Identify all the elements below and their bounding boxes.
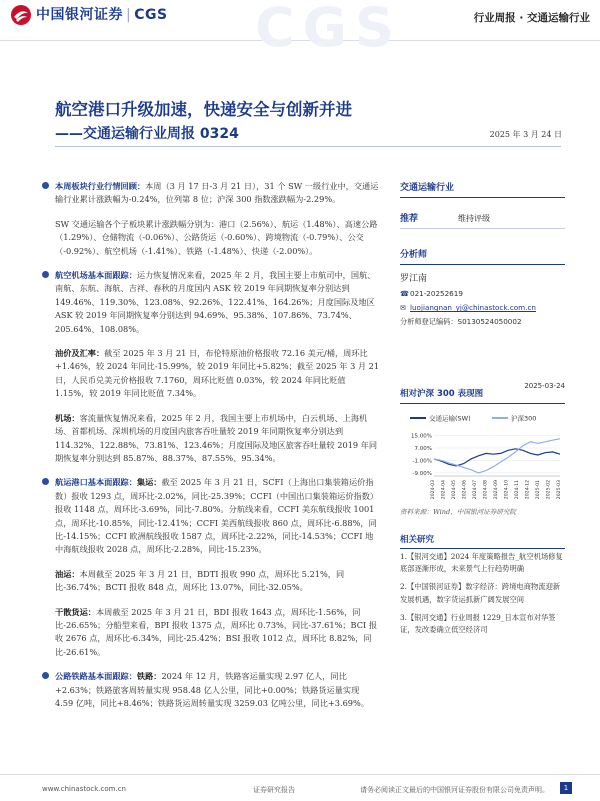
summary-oil-fx: 油价及汇率：截至 2025 年 3 月 21 日，布伦特原油价格报收 72.16 美元/桶，周环比+1.46%，较 2024 年同比-15.99%，较 2019 年同比+5.82%；截至 2025 年 3 月 21 日，人民币兑美元价格报收 7.1760，周环比贬值 0.03%，较 2024 年同比贬值 1.15%，较 2019 年同比贬值 7.34%。 bbox=[55, 348, 380, 399]
y-tick-label: 15.00% bbox=[411, 433, 432, 440]
analyst-email-link[interactable]: luojiangnan_yj@chinastock.com.cn bbox=[410, 303, 536, 312]
chart-heading-row bbox=[400, 381, 565, 404]
series-line bbox=[434, 439, 560, 473]
related-item[interactable]: 2.【中国银河证券】数字经济：跨境电商物流迎新发展机遇，数字货运抓新广阔发展空间 bbox=[400, 582, 561, 604]
footer-report-type: 证券研究报告 bbox=[253, 786, 295, 794]
x-tick-label: 2024-11 bbox=[515, 480, 520, 500]
footer-website[interactable]: www.chinastock.com.cn bbox=[42, 785, 126, 793]
summary-shipping: 航运港口基本面跟踪：集运：截至 2025 年 3 月 21 日，SCFI（上海出口集装箱运价指数）报收 1293 点，周环比-2.02%，同比-25.39%；CCFI（中国出口集装箱运价指数）报收 1148 点，周环比-3.69%，同比-7.80%。分航线来看，CCFI 美东航线报收 1001 点，周环比-10.85%，同比-12.41%；CCFI 美西航线报收 860 点，周环比-6.88%，同比-14.15%；CCFI 欧洲航线报收 1587 点，周环比-2.22%，同比-14.53%；CCFI 地中海航线报收 2028 点，周环比-2.28%，同比-15.23%。 bbox=[42, 476, 380, 556]
report-subtitle: ——交通运输行业周报 0324 bbox=[55, 126, 239, 142]
related-research-heading: 相关研究 bbox=[400, 533, 565, 549]
summary-airports: 机场：客流量恢复情况来看，2025 年 2 月，我国主要上市机场中，白云机场、上海机场、首都机场、深圳机场的月度国内旅客吞吐量较 2019 年同期恢复率分别达到 114.32%、122.88%、73.81%、123.46%；月度国际及地区旅客吞吐量较 2019 年同期恢复率分别达到 85.87%、88.37%、87.55%、95.34%。 bbox=[55, 412, 378, 463]
rating-value: 维持评级 bbox=[458, 214, 490, 223]
x-tick-label: 2024-09 bbox=[494, 480, 499, 500]
sidebar bbox=[400, 180, 565, 327]
title-divider bbox=[55, 146, 561, 147]
x-tick-label: 2025-01 bbox=[536, 480, 541, 500]
report-category: 行业周报 · 交通运输行业 bbox=[473, 12, 590, 24]
chart-date: 2025-03-24 bbox=[524, 382, 565, 390]
summary-road-rail: 公路铁路基本面跟踪：铁路：2024 年 12 月，铁路客运量实现 2.97 亿人，同比+2.63%；铁路旅客周转量实现 958.48 亿人公里，同比+0.00%；铁路货运量实现 4.59 亿吨，同比+8.46%；铁路货运周转量实现 3259.03 亿吨公里，同比+3.69%。 bbox=[42, 670, 380, 710]
y-tick-label: -9.00% bbox=[412, 470, 432, 477]
header-watermark: CGS bbox=[255, 0, 402, 59]
rating-row bbox=[400, 211, 565, 229]
logo-text: 中国银河证券 | CGS bbox=[36, 7, 168, 23]
phone-icon: ☎ bbox=[400, 289, 409, 298]
x-tick-label: 2024-07 bbox=[473, 480, 478, 500]
mail-icon: ✉ bbox=[400, 303, 407, 312]
y-tick-label: 7.00% bbox=[414, 446, 432, 452]
industry-heading: 交通运输行业 bbox=[400, 180, 565, 198]
related-item[interactable]: 3.【银河交通】行业周报 1229_日本宣布对华签证，发改委确立低空经济司 bbox=[400, 612, 556, 635]
page-number: 1 bbox=[560, 782, 572, 794]
x-tick-label: 2024-08 bbox=[483, 480, 489, 500]
relative-performance-chart bbox=[400, 412, 565, 502]
bullet-icon bbox=[42, 271, 49, 278]
analyst-registration: 分析师登记编码：S0130524050002 bbox=[400, 317, 522, 326]
chart-source: 资料来源：Wind，中国银河证券研究院 bbox=[400, 508, 517, 516]
y-tick-label: -1.00% bbox=[412, 458, 432, 465]
legend-label: 交通运输(SW) bbox=[429, 414, 471, 423]
x-tick-label: 2024-03 bbox=[431, 480, 436, 500]
page-header bbox=[0, 0, 600, 59]
analyst-phone: ☎021-20252619 bbox=[400, 289, 463, 298]
chart-title: 相对沪深 300 表现图 bbox=[400, 389, 484, 399]
summary-market-review: 本周板块行业行情回顾：本周（3 月 17 日-3 月 21 日），31 个 SW 一级行业中，交通运输行业累计涨跌幅为-0.24%，位列第 8 位；沪深 300 指数涨跌幅为-2.29%。 bbox=[42, 180, 380, 207]
footer-disclaimer: 请务必阅读正文最后的中国银河证券股份有限公司免责声明。 bbox=[360, 786, 549, 794]
summary-subsector-returns: SW 交通运输各个子板块累计涨跌幅分别为：港口（2.56%）、航运（1.48%）、高速公路（1.29%）、仓储物流（-0.06%）、公路货运（-0.60%）、跨境物流（-0.79%）、公交（-0.92%）、航空机场（-1.41%）、铁路（-1.48%）、快递（-2.00%）。 bbox=[55, 218, 378, 256]
summary-aviation: 航空机场基本面跟踪：运力恢复情况来看，2025 年 2 月，我国主要上市航司中，国航、南航、东航、海航、吉祥、春秋的月度国内 ASK 较 2019 年同期恢复率分别达到 149.46%、119.30%、123.08%、92.26%、122.41%、164.26%；月度国际及地区 ASK 较 2019 年同期恢复率分别达到 94.69%、95.38%、107.86%、73.74%、205.64%、108.08%。 bbox=[42, 269, 380, 336]
x-tick-label: 2024-12 bbox=[525, 480, 531, 500]
summary-tankers: 油运：本周截至 2025 年 3 月 21 日，BDTI 报收 990 点，周环比 5.21%，同比-36.74%；BCTI 报收 848 点，周环比 13.07%，同比-32.05%。 bbox=[55, 568, 345, 593]
x-tick-label: 2025-02 bbox=[546, 480, 552, 500]
analyst-email bbox=[400, 303, 565, 312]
page-footer bbox=[0, 774, 600, 801]
legend-label: 沪深300 bbox=[511, 414, 537, 423]
analyst-name: 罗江南 bbox=[400, 274, 428, 284]
related-item[interactable]: 1.【银河交通】2024 年度策略报告_航空机场修复底部逐渐形成，未来景气上行趋势明确 bbox=[400, 552, 563, 574]
bullet-icon bbox=[42, 672, 49, 679]
x-tick-label: 2024-10 bbox=[504, 480, 510, 500]
x-tick-label: 2024-06 bbox=[462, 480, 468, 500]
bullet-icon bbox=[42, 182, 49, 189]
report-title: 航空港口升级加速，快递安全与创新并进 bbox=[55, 100, 352, 119]
analyst-heading: 分析师 bbox=[400, 247, 565, 265]
bullet-icon bbox=[42, 478, 49, 485]
cgs-logo-icon bbox=[10, 4, 32, 26]
summary-dry-bulk: 干散货运：本周截至 2025 年 3 月 21 日，BDI 报收 1643 点，周环比-1.56%，同比-26.65%；分船型来看，BPI 报收 1375 点，周环比 0.73%，同比-37.61%；BCI 报收 2676 点，周环比-6.34%，同比-25.42%；BSI 报收 1012 点，周环比 8.82%，同比-26.61%。 bbox=[55, 606, 378, 657]
related-research-list bbox=[400, 551, 565, 642]
rating-label: 推荐 bbox=[400, 214, 419, 224]
x-tick-label: 2024-04 bbox=[441, 480, 447, 500]
report-date: 2025 年 3 月 24 日 bbox=[489, 130, 562, 139]
series-line bbox=[434, 449, 560, 466]
x-tick-label: 2024-05 bbox=[452, 480, 457, 500]
x-tick-label: 2025-03 bbox=[557, 480, 562, 500]
main-column bbox=[42, 180, 380, 721]
